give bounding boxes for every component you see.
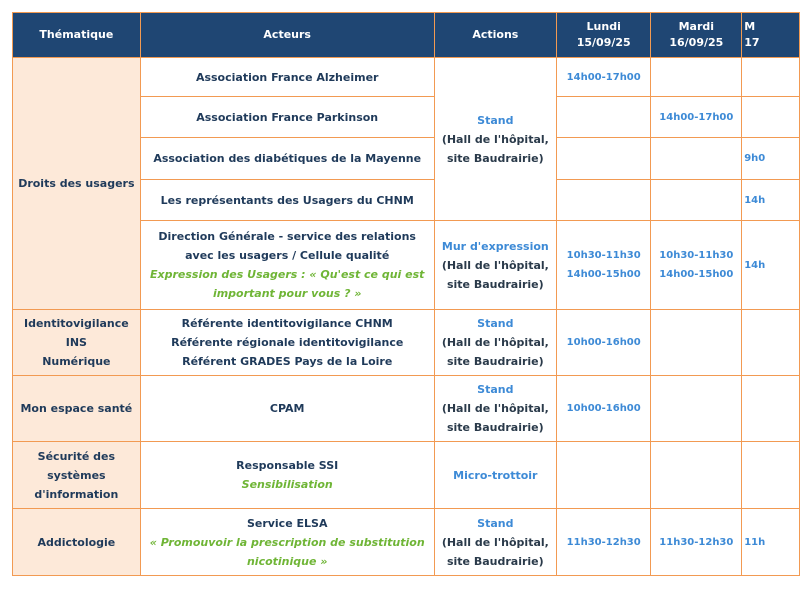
theme-line: Numérique	[42, 355, 111, 368]
header-acteurs: Acteurs	[140, 13, 434, 58]
table-row	[13, 376, 800, 442]
action-type: Stand	[477, 317, 514, 330]
action-type: Stand	[477, 113, 514, 127]
header-mercredi-date: 17	[744, 36, 760, 49]
header-mardi-day: Mardi	[678, 20, 715, 33]
action-mur	[434, 221, 556, 310]
action-stand-espace	[434, 376, 556, 442]
theme-line: INS	[65, 336, 87, 349]
acteur-direction-generale	[140, 221, 434, 310]
header-row	[13, 13, 800, 58]
action-place: (Hall de l'hôpital, site Baudrairie)	[441, 258, 549, 291]
table-row	[13, 58, 800, 97]
time-slot: 10h30-11h30	[659, 250, 734, 261]
theme-identitovigilance	[13, 310, 141, 376]
cell-lundi	[556, 442, 650, 509]
acteur-text: Responsable SSI	[236, 459, 339, 472]
action-type: Stand	[477, 383, 514, 396]
cell-mardi	[651, 180, 742, 221]
cell-mercredi	[742, 97, 800, 138]
cell-lundi: 11h30-12h30	[556, 509, 650, 576]
acteur-service-elsa	[140, 509, 434, 576]
acteur-subtext: « Promouvoir la prescription de substitution nicotinique »	[149, 535, 425, 568]
action-stand-identito	[434, 310, 556, 376]
cell-mardi	[651, 310, 742, 376]
cell-mercredi	[742, 310, 800, 376]
schedule-table	[12, 12, 800, 576]
cell-mercredi: 14h	[742, 221, 800, 310]
cell-lundi	[556, 221, 650, 310]
action-stand-droits	[434, 58, 556, 221]
header-lundi-day: Lundi	[586, 20, 621, 33]
header-thematique: Thématique	[13, 13, 141, 58]
acteur-line: Référente régionale identitovigilance	[171, 336, 404, 349]
acteur-line: Référente identitovigilance CHNM	[181, 317, 393, 330]
cell-mercredi: 9h0	[742, 138, 800, 180]
cell-mercredi: 14h	[742, 180, 800, 221]
header-lundi-date: 15/09/25	[576, 36, 631, 49]
cell-mardi	[651, 376, 742, 442]
header-mardi	[651, 13, 742, 58]
action-micro-trottoir: Micro-trottoir	[434, 442, 556, 509]
table-row	[13, 442, 800, 509]
acteur-subtext: Sensibilisation	[241, 478, 333, 491]
time-slot: 14h00-15h00	[566, 269, 641, 280]
cell-mardi	[651, 221, 742, 310]
acteur-line: Référent GRADES Pays de la Loire	[182, 355, 393, 368]
header-actions: Actions	[434, 13, 556, 58]
cell-mercredi	[742, 442, 800, 509]
theme-line: Identitovigilance	[24, 317, 129, 330]
header-mardi-date: 16/09/25	[669, 36, 724, 49]
cell-mercredi	[742, 376, 800, 442]
acteur-representants: Les représentants des Usagers du CHNM	[140, 180, 434, 221]
cell-lundi	[556, 138, 650, 180]
cell-lundi: 10h00-16h00	[556, 376, 650, 442]
cell-mercredi	[742, 58, 800, 97]
header-mercredi-day: M	[744, 20, 756, 33]
action-type: Mur d'expression	[441, 239, 549, 253]
acteur-parkinson: Association France Parkinson	[140, 97, 434, 138]
action-place: (Hall de l'hôpital, site Baudrairie)	[441, 402, 549, 434]
action-place: (Hall de l'hôpital, site Baudrairie)	[441, 336, 549, 368]
theme-securite-si: Sécurité des systèmes d'information	[13, 442, 141, 509]
cell-mercredi: 11h	[742, 509, 800, 576]
acteur-subtext: Expression des Usagers : « Qu'est ce qui est important pour vous ? »	[149, 268, 425, 300]
cell-lundi: 14h00-17h00	[556, 58, 650, 97]
cell-mardi	[651, 442, 742, 509]
cell-mardi	[651, 58, 742, 97]
action-type: Stand	[477, 516, 514, 530]
time-slot: 14h00-15h00	[659, 269, 734, 280]
action-place: (Hall de l'hôpital, site Baudrairie)	[441, 535, 549, 568]
acteur-alzheimer: Association France Alzheimer	[140, 58, 434, 97]
cell-mardi	[651, 138, 742, 180]
action-place: (Hall de l'hôpital, site Baudrairie)	[441, 132, 549, 165]
theme-droits-usagers: Droits des usagers	[13, 58, 141, 310]
cell-lundi: 10h00-16h00	[556, 310, 650, 376]
theme-mon-espace-sante: Mon espace santé	[13, 376, 141, 442]
acteur-text: Service ELSA	[246, 516, 328, 530]
table-row	[13, 509, 800, 576]
schedule-table-wrapper	[12, 12, 800, 576]
cell-mardi: 14h00-17h00	[651, 97, 742, 138]
acteur-responsable-ssi	[140, 442, 434, 509]
cell-lundi	[556, 180, 650, 221]
acteur-cpam: CPAM	[140, 376, 434, 442]
table-row	[13, 310, 800, 376]
acteur-identitovigilance	[140, 310, 434, 376]
cell-mardi: 11h30-12h30	[651, 509, 742, 576]
action-stand-addicto	[434, 509, 556, 576]
theme-addictologie: Addictologie	[13, 509, 141, 576]
acteur-diabetiques: Association des diabétiques de la Mayenne	[140, 138, 434, 180]
header-mercredi	[742, 13, 800, 58]
acteur-text: Direction Générale - service des relations avec les usagers / Cellule qualité	[158, 230, 416, 262]
time-slot: 10h30-11h30	[566, 250, 641, 261]
header-lundi	[556, 13, 650, 58]
cell-lundi	[556, 97, 650, 138]
